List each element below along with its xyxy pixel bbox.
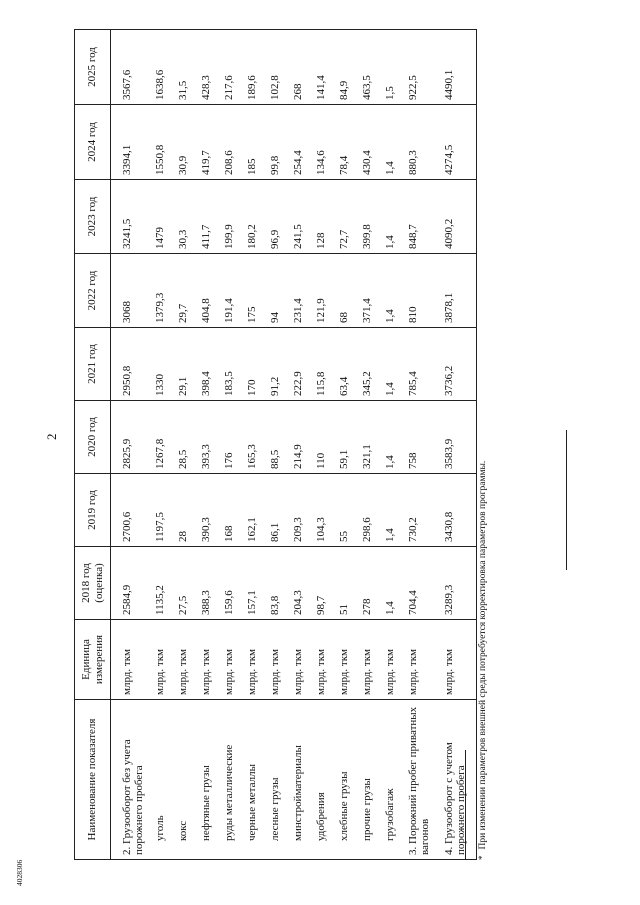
table-row (151, 30, 174, 860)
header-year: 2022 год (75, 254, 111, 328)
row-unit: млрд. ткм (289, 620, 312, 700)
cell-value: 393,3 (197, 401, 220, 474)
cell-value: 217,6 (220, 30, 243, 105)
cell-value: 1,4 (381, 328, 404, 401)
cell-value: 27,5 (174, 547, 197, 620)
cell-value: 3736,2 (440, 328, 477, 401)
table-row (440, 30, 477, 860)
cell-value: 1267,8 (151, 401, 174, 474)
cell-value: 59,1 (335, 401, 358, 474)
table-row (197, 30, 220, 860)
cell-value: 3241,5 (111, 180, 152, 254)
cell-value: 78,4 (335, 105, 358, 180)
row-unit: млрд. ткм (243, 620, 266, 700)
cell-value: 185 (243, 105, 266, 180)
cell-value: 398,4 (197, 328, 220, 401)
cell-value: 222,9 (289, 328, 312, 401)
header-year: 2019 год (75, 474, 111, 547)
cell-value: 51 (335, 547, 358, 620)
row-name: минстройматериалы (289, 700, 312, 860)
cell-value: 785,4 (404, 328, 440, 401)
footnote (477, 461, 488, 860)
cell-value: 4490,1 (440, 30, 477, 105)
cell-value: 170 (243, 328, 266, 401)
cell-value: 2584,9 (111, 547, 152, 620)
row-name: уголь (151, 700, 174, 860)
cell-value: 98,7 (312, 547, 335, 620)
cell-value: 1379,3 (151, 254, 174, 328)
cell-value: 189,6 (243, 30, 266, 105)
cell-value: 2700,6 (111, 474, 152, 547)
cell-value: 388,3 (197, 547, 220, 620)
cell-value: 1135,2 (151, 547, 174, 620)
cell-value: 4274,5 (440, 105, 477, 180)
cell-value: 231,4 (289, 254, 312, 328)
header-year: 2020 год (75, 401, 111, 474)
cell-value: 176 (220, 401, 243, 474)
cell-value: 3289,3 (440, 547, 477, 620)
cell-value: 83,8 (266, 547, 289, 620)
page-number: 2 (44, 433, 59, 440)
table-row (335, 30, 358, 860)
cell-value: 28 (174, 474, 197, 547)
header-year: 2018 год (оценка) (75, 547, 111, 620)
cell-value: 411,7 (197, 180, 220, 254)
center-divider (566, 430, 567, 570)
cell-value: 141,4 (312, 30, 335, 105)
table-row (404, 30, 440, 860)
cell-value: 3068 (111, 254, 152, 328)
cell-value: 110 (312, 401, 335, 474)
row-unit: млрд. ткм (151, 620, 174, 700)
cell-value: 175 (243, 254, 266, 328)
header-unit: Единица измерения (75, 620, 111, 700)
cell-value: 810 (404, 254, 440, 328)
cell-value: 848,7 (404, 180, 440, 254)
cell-value: 168 (220, 474, 243, 547)
table-row (358, 30, 381, 860)
footnote-marker: * (477, 855, 487, 860)
cell-value: 1,4 (381, 105, 404, 180)
table-row (243, 30, 266, 860)
table-row (174, 30, 197, 860)
cell-value: 298,6 (358, 474, 381, 547)
cell-value: 1197,5 (151, 474, 174, 547)
cell-value: 94 (266, 254, 289, 328)
table-header-row (75, 30, 111, 860)
cell-value: 214,9 (289, 401, 312, 474)
cell-value: 180,2 (243, 180, 266, 254)
row-name: 2. Грузооборот без учета порожнего пробега (111, 700, 152, 860)
row-name: 3. Порожний пробег приватных вагонов (404, 700, 440, 860)
footnote-divider (465, 750, 466, 860)
rotated-page-content (74, 30, 524, 860)
cell-value: 157,1 (243, 547, 266, 620)
cell-value: 99,8 (266, 105, 289, 180)
cell-value: 278 (358, 547, 381, 620)
row-unit: млрд. ткм (266, 620, 289, 700)
table-row (111, 30, 152, 860)
cell-value: 208,6 (220, 105, 243, 180)
table-row (289, 30, 312, 860)
document-id: 4028306 (15, 859, 24, 886)
row-unit: млрд. ткм (335, 620, 358, 700)
cell-value: 404,8 (197, 254, 220, 328)
cell-value: 730,2 (404, 474, 440, 547)
cell-value: 1330 (151, 328, 174, 401)
header-year: 2021 год (75, 328, 111, 401)
cell-value: 191,4 (220, 254, 243, 328)
cell-value: 4090,2 (440, 180, 477, 254)
cell-value: 390,3 (197, 474, 220, 547)
cell-value: 183,5 (220, 328, 243, 401)
row-name: прочие грузы (358, 700, 381, 860)
cell-value: 165,3 (243, 401, 266, 474)
header-name: Наименование показателя (75, 700, 111, 860)
cell-value: 922,5 (404, 30, 440, 105)
cell-value: 88,5 (266, 401, 289, 474)
cell-value: 30,9 (174, 105, 197, 180)
cell-value: 430,4 (358, 105, 381, 180)
row-unit: млрд. ткм (381, 620, 404, 700)
row-name: грузобагаж (381, 700, 404, 860)
cell-value: 91,2 (266, 328, 289, 401)
cell-value: 115,8 (312, 328, 335, 401)
cell-value: 1,4 (381, 474, 404, 547)
table-row (220, 30, 243, 860)
header-year: 2025 год (75, 30, 111, 105)
cell-value: 209,3 (289, 474, 312, 547)
row-name: кокс (174, 700, 197, 860)
cell-value: 758 (404, 401, 440, 474)
cell-value: 84,9 (335, 30, 358, 105)
cell-value: 1479 (151, 180, 174, 254)
cell-value: 2950,8 (111, 328, 152, 401)
cell-value: 3878,1 (440, 254, 477, 328)
row-unit: млрд. ткм (404, 620, 440, 700)
row-name: удобрения (312, 700, 335, 860)
header-year: 2023 год (75, 180, 111, 254)
table-row (381, 30, 404, 860)
cell-value: 159,6 (220, 547, 243, 620)
row-unit: млрд. ткм (440, 620, 477, 700)
cell-value: 199,9 (220, 180, 243, 254)
cell-value: 1,4 (381, 401, 404, 474)
cell-value: 3567,6 (111, 30, 152, 105)
cell-value: 29,1 (174, 328, 197, 401)
cell-value: 28,5 (174, 401, 197, 474)
cell-value: 419,7 (197, 105, 220, 180)
row-unit: млрд. ткм (358, 620, 381, 700)
cell-value: 428,3 (197, 30, 220, 105)
row-unit: млрд. ткм (111, 620, 152, 700)
cell-value: 3394,1 (111, 105, 152, 180)
cell-value: 162,1 (243, 474, 266, 547)
indicator-table (74, 29, 477, 860)
cell-value: 1,4 (381, 254, 404, 328)
cell-value: 104,3 (312, 474, 335, 547)
cell-value: 371,4 (358, 254, 381, 328)
table-row (266, 30, 289, 860)
cell-value: 134,6 (312, 105, 335, 180)
footnote-text: При изменении параметров внешней среды потребуется корректировка параметров программы. (478, 460, 488, 850)
cell-value: 63,4 (335, 328, 358, 401)
cell-value: 1550,8 (151, 105, 174, 180)
header-year: 2024 год (75, 105, 111, 180)
row-name: лесные грузы (266, 700, 289, 860)
row-unit: млрд. ткм (197, 620, 220, 700)
cell-value: 880,3 (404, 105, 440, 180)
row-name: 4. Грузооборот с учетом порожнего пробега (440, 700, 477, 860)
cell-value: 3430,8 (440, 474, 477, 547)
cell-value: 86,1 (266, 474, 289, 547)
cell-value: 268 (289, 30, 312, 105)
row-name: руды металлические (220, 700, 243, 860)
cell-value: 204,3 (289, 547, 312, 620)
cell-value: 463,5 (358, 30, 381, 105)
cell-value: 72,7 (335, 180, 358, 254)
cell-value: 68 (335, 254, 358, 328)
cell-value: 96,9 (266, 180, 289, 254)
cell-value: 1,4 (381, 547, 404, 620)
cell-value: 241,5 (289, 180, 312, 254)
cell-value: 1638,6 (151, 30, 174, 105)
row-name: нефтяные грузы (197, 700, 220, 860)
cell-value: 254,4 (289, 105, 312, 180)
cell-value: 704,4 (404, 547, 440, 620)
row-unit: млрд. ткм (312, 620, 335, 700)
cell-value: 29,7 (174, 254, 197, 328)
cell-value: 128 (312, 180, 335, 254)
cell-value: 55 (335, 474, 358, 547)
row-unit: млрд. ткм (174, 620, 197, 700)
cell-value: 121,9 (312, 254, 335, 328)
table-row (312, 30, 335, 860)
cell-value: 345,2 (358, 328, 381, 401)
row-unit: млрд. ткм (220, 620, 243, 700)
cell-value: 399,8 (358, 180, 381, 254)
cell-value: 2825,9 (111, 401, 152, 474)
cell-value: 30,3 (174, 180, 197, 254)
cell-value: 1,4 (381, 180, 404, 254)
row-name: хлебные грузы (335, 700, 358, 860)
cell-value: 31,5 (174, 30, 197, 105)
cell-value: 3583,9 (440, 401, 477, 474)
row-name: черные металлы (243, 700, 266, 860)
cell-value: 321,1 (358, 401, 381, 474)
cell-value: 102,8 (266, 30, 289, 105)
cell-value: 1,5 (381, 30, 404, 105)
